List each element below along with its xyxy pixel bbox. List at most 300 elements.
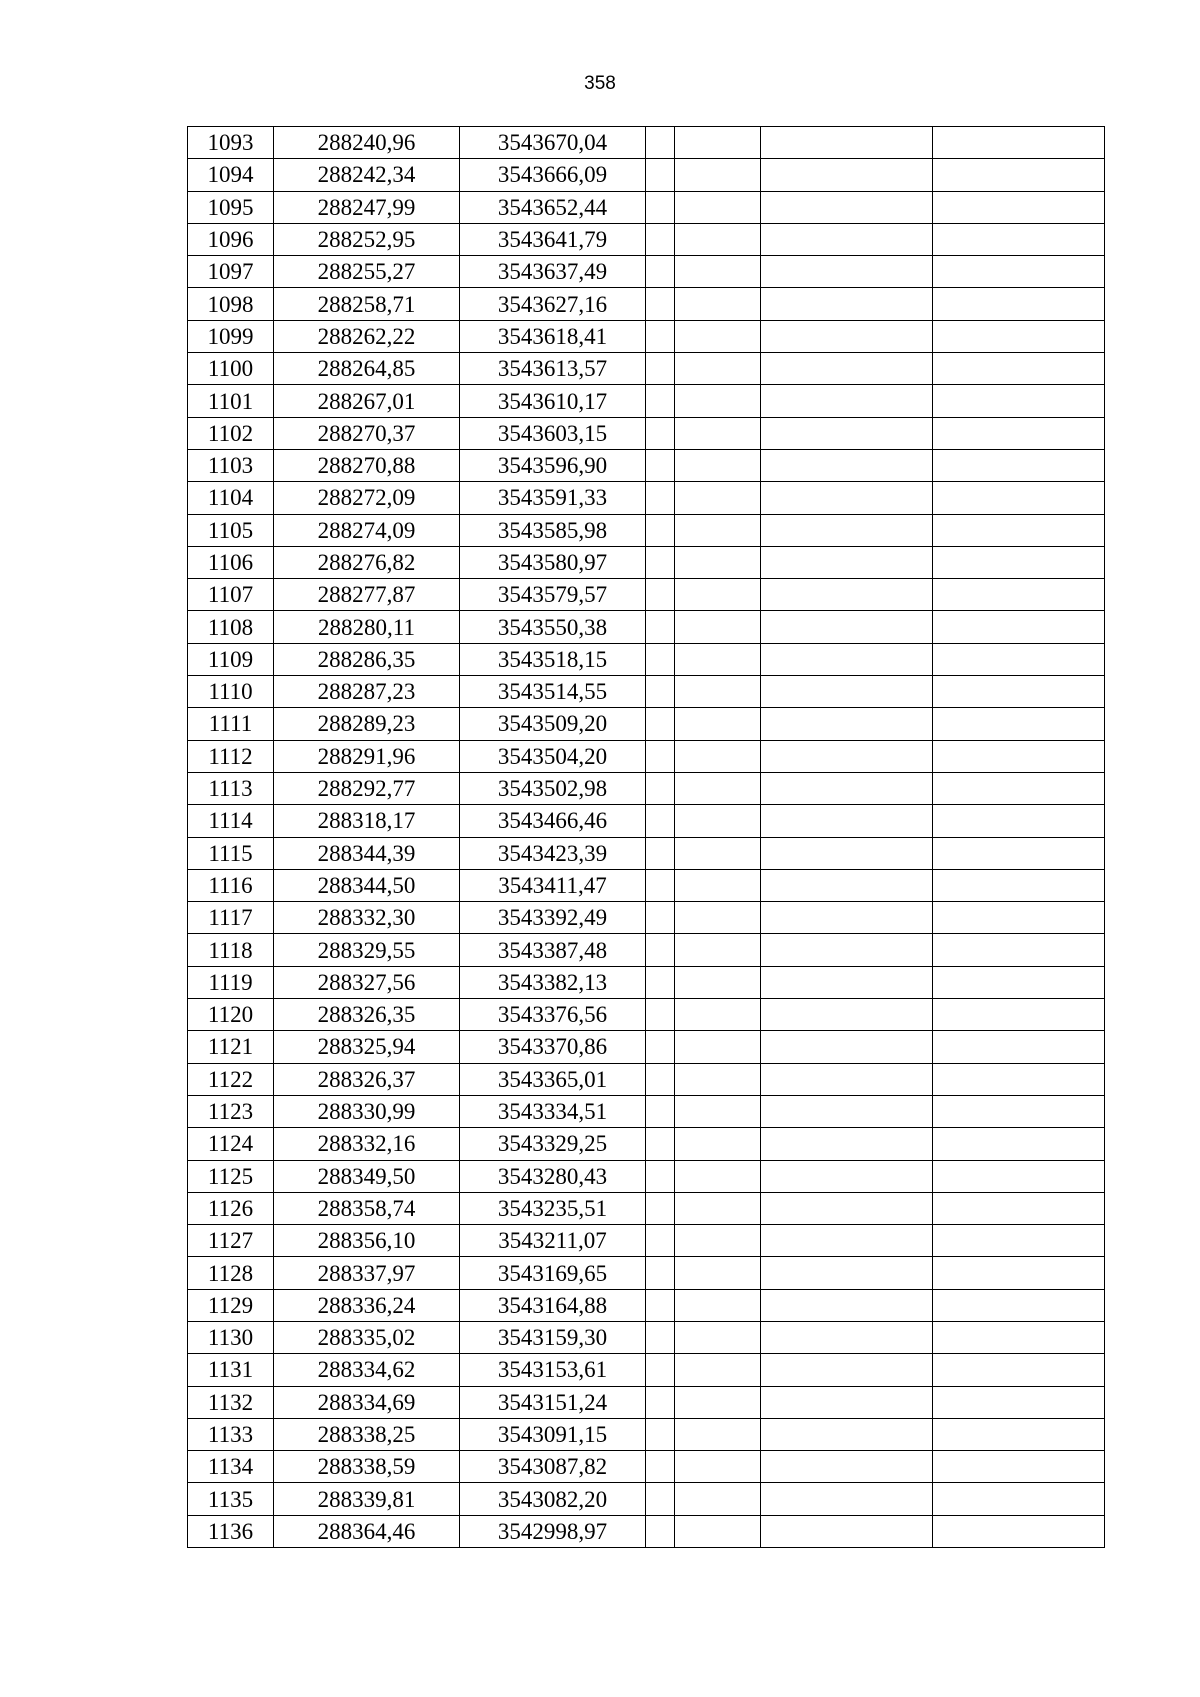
y-coordinate-cell: 3543091,15 bbox=[460, 1418, 646, 1450]
table-row bbox=[188, 1321, 1105, 1353]
empty-cell bbox=[761, 966, 933, 998]
empty-cell bbox=[646, 1128, 675, 1160]
empty-cell bbox=[675, 288, 761, 320]
empty-cell bbox=[675, 223, 761, 255]
y-coordinate-cell: 3543382,13 bbox=[460, 966, 646, 998]
empty-cell bbox=[646, 320, 675, 352]
empty-cell bbox=[933, 1321, 1105, 1353]
empty-cell bbox=[646, 966, 675, 998]
empty-cell bbox=[761, 353, 933, 385]
point-number-cell: 1114 bbox=[188, 805, 274, 837]
coordinates-table bbox=[187, 126, 1105, 1548]
table-row bbox=[188, 805, 1105, 837]
empty-cell bbox=[675, 805, 761, 837]
empty-cell bbox=[675, 1225, 761, 1257]
x-coordinate-cell: 288277,87 bbox=[274, 579, 460, 611]
point-number-cell: 1122 bbox=[188, 1063, 274, 1095]
table-row bbox=[188, 159, 1105, 191]
empty-cell bbox=[933, 1063, 1105, 1095]
table-row bbox=[188, 449, 1105, 481]
table-row bbox=[188, 579, 1105, 611]
empty-cell bbox=[646, 1418, 675, 1450]
table-row bbox=[188, 902, 1105, 934]
table-row bbox=[188, 1031, 1105, 1063]
point-number-cell: 1093 bbox=[188, 127, 274, 159]
table-row bbox=[188, 1063, 1105, 1095]
y-coordinate-cell: 3543509,20 bbox=[460, 708, 646, 740]
x-coordinate-cell: 288356,10 bbox=[274, 1225, 460, 1257]
empty-cell bbox=[761, 805, 933, 837]
table-row bbox=[188, 482, 1105, 514]
empty-cell bbox=[933, 1031, 1105, 1063]
empty-cell bbox=[933, 966, 1105, 998]
empty-cell bbox=[675, 579, 761, 611]
empty-cell bbox=[761, 1354, 933, 1386]
point-number-cell: 1113 bbox=[188, 772, 274, 804]
empty-cell bbox=[933, 385, 1105, 417]
empty-cell bbox=[761, 191, 933, 223]
x-coordinate-cell: 288255,27 bbox=[274, 256, 460, 288]
x-coordinate-cell: 288329,55 bbox=[274, 934, 460, 966]
empty-cell bbox=[646, 837, 675, 869]
empty-cell bbox=[675, 837, 761, 869]
table-row bbox=[188, 191, 1105, 223]
empty-cell bbox=[933, 1483, 1105, 1515]
empty-cell bbox=[933, 772, 1105, 804]
point-number-cell: 1130 bbox=[188, 1321, 274, 1353]
point-number-cell: 1119 bbox=[188, 966, 274, 998]
empty-cell bbox=[761, 999, 933, 1031]
empty-cell bbox=[675, 1095, 761, 1127]
empty-cell bbox=[646, 1515, 675, 1547]
table-row bbox=[188, 514, 1105, 546]
table-row bbox=[188, 740, 1105, 772]
table-row bbox=[188, 1160, 1105, 1192]
empty-cell bbox=[646, 385, 675, 417]
empty-cell bbox=[933, 1095, 1105, 1127]
x-coordinate-cell: 288242,34 bbox=[274, 159, 460, 191]
empty-cell bbox=[675, 740, 761, 772]
empty-cell bbox=[646, 1451, 675, 1483]
empty-cell bbox=[761, 1451, 933, 1483]
y-coordinate-cell: 3543151,24 bbox=[460, 1386, 646, 1418]
empty-cell bbox=[933, 256, 1105, 288]
empty-cell bbox=[761, 1063, 933, 1095]
table-row bbox=[188, 1225, 1105, 1257]
empty-cell bbox=[933, 676, 1105, 708]
y-coordinate-cell: 3543603,15 bbox=[460, 417, 646, 449]
empty-cell bbox=[646, 999, 675, 1031]
empty-cell bbox=[761, 1386, 933, 1418]
empty-cell bbox=[646, 708, 675, 740]
empty-cell bbox=[761, 482, 933, 514]
empty-cell bbox=[646, 417, 675, 449]
table-row bbox=[188, 1192, 1105, 1224]
point-number-cell: 1107 bbox=[188, 579, 274, 611]
point-number-cell: 1124 bbox=[188, 1128, 274, 1160]
x-coordinate-cell: 288280,11 bbox=[274, 611, 460, 643]
empty-cell bbox=[675, 159, 761, 191]
empty-cell bbox=[761, 579, 933, 611]
empty-cell bbox=[761, 1225, 933, 1257]
empty-cell bbox=[761, 1095, 933, 1127]
empty-cell bbox=[761, 740, 933, 772]
x-coordinate-cell: 288292,77 bbox=[274, 772, 460, 804]
point-number-cell: 1135 bbox=[188, 1483, 274, 1515]
table-row bbox=[188, 708, 1105, 740]
x-coordinate-cell: 288334,62 bbox=[274, 1354, 460, 1386]
empty-cell bbox=[646, 1095, 675, 1127]
empty-cell bbox=[933, 1257, 1105, 1289]
y-coordinate-cell: 3543504,20 bbox=[460, 740, 646, 772]
empty-cell bbox=[933, 740, 1105, 772]
point-number-cell: 1132 bbox=[188, 1386, 274, 1418]
table-row bbox=[188, 353, 1105, 385]
empty-cell bbox=[933, 353, 1105, 385]
x-coordinate-cell: 288337,97 bbox=[274, 1257, 460, 1289]
empty-cell bbox=[761, 1192, 933, 1224]
empty-cell bbox=[675, 1483, 761, 1515]
table-row bbox=[188, 934, 1105, 966]
empty-cell bbox=[646, 191, 675, 223]
coordinates-table-body bbox=[188, 127, 1105, 1548]
y-coordinate-cell: 3543411,47 bbox=[460, 869, 646, 901]
table-row bbox=[188, 1257, 1105, 1289]
empty-cell bbox=[933, 869, 1105, 901]
y-coordinate-cell: 3543387,48 bbox=[460, 934, 646, 966]
empty-cell bbox=[646, 902, 675, 934]
empty-cell bbox=[675, 1257, 761, 1289]
point-number-cell: 1116 bbox=[188, 869, 274, 901]
table-row bbox=[188, 127, 1105, 159]
empty-cell bbox=[933, 1418, 1105, 1450]
x-coordinate-cell: 288338,25 bbox=[274, 1418, 460, 1450]
x-coordinate-cell: 288274,09 bbox=[274, 514, 460, 546]
x-coordinate-cell: 288252,95 bbox=[274, 223, 460, 255]
empty-cell bbox=[646, 1354, 675, 1386]
empty-cell bbox=[675, 1160, 761, 1192]
empty-cell bbox=[761, 902, 933, 934]
empty-cell bbox=[646, 223, 675, 255]
x-coordinate-cell: 288264,85 bbox=[274, 353, 460, 385]
empty-cell bbox=[646, 1483, 675, 1515]
empty-cell bbox=[933, 482, 1105, 514]
table-row bbox=[188, 611, 1105, 643]
empty-cell bbox=[933, 1451, 1105, 1483]
y-coordinate-cell: 3543423,39 bbox=[460, 837, 646, 869]
empty-cell bbox=[675, 676, 761, 708]
table-row bbox=[188, 1418, 1105, 1450]
point-number-cell: 1102 bbox=[188, 417, 274, 449]
point-number-cell: 1131 bbox=[188, 1354, 274, 1386]
empty-cell bbox=[933, 449, 1105, 481]
x-coordinate-cell: 288349,50 bbox=[274, 1160, 460, 1192]
table-row bbox=[188, 1354, 1105, 1386]
point-number-cell: 1136 bbox=[188, 1515, 274, 1547]
y-coordinate-cell: 3543164,88 bbox=[460, 1289, 646, 1321]
y-coordinate-cell: 3542998,97 bbox=[460, 1515, 646, 1547]
x-coordinate-cell: 288287,23 bbox=[274, 676, 460, 708]
x-coordinate-cell: 288258,71 bbox=[274, 288, 460, 320]
empty-cell bbox=[646, 546, 675, 578]
empty-cell bbox=[675, 934, 761, 966]
table-row bbox=[188, 1515, 1105, 1547]
empty-cell bbox=[933, 159, 1105, 191]
point-number-cell: 1094 bbox=[188, 159, 274, 191]
empty-cell bbox=[675, 1418, 761, 1450]
y-coordinate-cell: 3543502,98 bbox=[460, 772, 646, 804]
empty-cell bbox=[933, 320, 1105, 352]
empty-cell bbox=[646, 449, 675, 481]
empty-cell bbox=[675, 966, 761, 998]
empty-cell bbox=[933, 223, 1105, 255]
empty-cell bbox=[675, 1451, 761, 1483]
x-coordinate-cell: 288318,17 bbox=[274, 805, 460, 837]
empty-cell bbox=[646, 482, 675, 514]
empty-cell bbox=[933, 288, 1105, 320]
point-number-cell: 1112 bbox=[188, 740, 274, 772]
y-coordinate-cell: 3543329,25 bbox=[460, 1128, 646, 1160]
x-coordinate-cell: 288247,99 bbox=[274, 191, 460, 223]
empty-cell bbox=[646, 256, 675, 288]
empty-cell bbox=[675, 1321, 761, 1353]
table-row bbox=[188, 837, 1105, 869]
empty-cell bbox=[933, 1354, 1105, 1386]
empty-cell bbox=[646, 643, 675, 675]
empty-cell bbox=[761, 611, 933, 643]
empty-cell bbox=[761, 643, 933, 675]
y-coordinate-cell: 3543376,56 bbox=[460, 999, 646, 1031]
point-number-cell: 1108 bbox=[188, 611, 274, 643]
point-number-cell: 1117 bbox=[188, 902, 274, 934]
empty-cell bbox=[646, 611, 675, 643]
empty-cell bbox=[675, 256, 761, 288]
empty-cell bbox=[761, 837, 933, 869]
empty-cell bbox=[933, 1386, 1105, 1418]
empty-cell bbox=[761, 223, 933, 255]
empty-cell bbox=[933, 999, 1105, 1031]
y-coordinate-cell: 3543082,20 bbox=[460, 1483, 646, 1515]
x-coordinate-cell: 288267,01 bbox=[274, 385, 460, 417]
y-coordinate-cell: 3543153,61 bbox=[460, 1354, 646, 1386]
y-coordinate-cell: 3543591,33 bbox=[460, 482, 646, 514]
empty-cell bbox=[646, 740, 675, 772]
empty-cell bbox=[933, 805, 1105, 837]
table-row bbox=[188, 643, 1105, 675]
point-number-cell: 1128 bbox=[188, 1257, 274, 1289]
empty-cell bbox=[675, 385, 761, 417]
y-coordinate-cell: 3543514,55 bbox=[460, 676, 646, 708]
point-number-cell: 1105 bbox=[188, 514, 274, 546]
point-number-cell: 1111 bbox=[188, 708, 274, 740]
empty-cell bbox=[761, 708, 933, 740]
empty-cell bbox=[646, 288, 675, 320]
empty-cell bbox=[675, 1192, 761, 1224]
x-coordinate-cell: 288289,23 bbox=[274, 708, 460, 740]
y-coordinate-cell: 3543466,46 bbox=[460, 805, 646, 837]
y-coordinate-cell: 3543392,49 bbox=[460, 902, 646, 934]
empty-cell bbox=[646, 1289, 675, 1321]
y-coordinate-cell: 3543641,79 bbox=[460, 223, 646, 255]
x-coordinate-cell: 288262,22 bbox=[274, 320, 460, 352]
empty-cell bbox=[761, 1289, 933, 1321]
y-coordinate-cell: 3543610,17 bbox=[460, 385, 646, 417]
empty-cell bbox=[761, 1321, 933, 1353]
empty-cell bbox=[675, 514, 761, 546]
y-coordinate-cell: 3543585,98 bbox=[460, 514, 646, 546]
y-coordinate-cell: 3543334,51 bbox=[460, 1095, 646, 1127]
y-coordinate-cell: 3543518,15 bbox=[460, 643, 646, 675]
x-coordinate-cell: 288276,82 bbox=[274, 546, 460, 578]
x-coordinate-cell: 288334,69 bbox=[274, 1386, 460, 1418]
point-number-cell: 1134 bbox=[188, 1451, 274, 1483]
table-row bbox=[188, 966, 1105, 998]
empty-cell bbox=[646, 127, 675, 159]
y-coordinate-cell: 3543579,57 bbox=[460, 579, 646, 611]
table-row bbox=[188, 1128, 1105, 1160]
table-row bbox=[188, 288, 1105, 320]
point-number-cell: 1126 bbox=[188, 1192, 274, 1224]
x-coordinate-cell: 288291,96 bbox=[274, 740, 460, 772]
y-coordinate-cell: 3543087,82 bbox=[460, 1451, 646, 1483]
x-coordinate-cell: 288338,59 bbox=[274, 1451, 460, 1483]
empty-cell bbox=[675, 546, 761, 578]
empty-cell bbox=[646, 1063, 675, 1095]
empty-cell bbox=[646, 1160, 675, 1192]
empty-cell bbox=[933, 1225, 1105, 1257]
point-number-cell: 1099 bbox=[188, 320, 274, 352]
empty-cell bbox=[761, 934, 933, 966]
x-coordinate-cell: 288358,74 bbox=[274, 1192, 460, 1224]
x-coordinate-cell: 288332,30 bbox=[274, 902, 460, 934]
empty-cell bbox=[646, 934, 675, 966]
point-number-cell: 1100 bbox=[188, 353, 274, 385]
empty-cell bbox=[646, 1321, 675, 1353]
y-coordinate-cell: 3543652,44 bbox=[460, 191, 646, 223]
y-coordinate-cell: 3543370,86 bbox=[460, 1031, 646, 1063]
y-coordinate-cell: 3543670,04 bbox=[460, 127, 646, 159]
empty-cell bbox=[675, 320, 761, 352]
empty-cell bbox=[933, 546, 1105, 578]
empty-cell bbox=[761, 127, 933, 159]
y-coordinate-cell: 3543169,65 bbox=[460, 1257, 646, 1289]
x-coordinate-cell: 288270,37 bbox=[274, 417, 460, 449]
point-number-cell: 1104 bbox=[188, 482, 274, 514]
point-number-cell: 1101 bbox=[188, 385, 274, 417]
table-row bbox=[188, 1451, 1105, 1483]
point-number-cell: 1118 bbox=[188, 934, 274, 966]
x-coordinate-cell: 288286,35 bbox=[274, 643, 460, 675]
point-number-cell: 1121 bbox=[188, 1031, 274, 1063]
empty-cell bbox=[675, 1386, 761, 1418]
empty-cell bbox=[675, 417, 761, 449]
point-number-cell: 1097 bbox=[188, 256, 274, 288]
empty-cell bbox=[646, 772, 675, 804]
empty-cell bbox=[761, 546, 933, 578]
empty-cell bbox=[646, 579, 675, 611]
table-row bbox=[188, 999, 1105, 1031]
table-row bbox=[188, 546, 1105, 578]
point-number-cell: 1095 bbox=[188, 191, 274, 223]
x-coordinate-cell: 288270,88 bbox=[274, 449, 460, 481]
empty-cell bbox=[761, 288, 933, 320]
point-number-cell: 1125 bbox=[188, 1160, 274, 1192]
point-number-cell: 1103 bbox=[188, 449, 274, 481]
x-coordinate-cell: 288326,37 bbox=[274, 1063, 460, 1095]
empty-cell bbox=[933, 1160, 1105, 1192]
empty-cell bbox=[675, 708, 761, 740]
empty-cell bbox=[646, 1031, 675, 1063]
table-row bbox=[188, 1386, 1105, 1418]
empty-cell bbox=[675, 1289, 761, 1321]
empty-cell bbox=[675, 1354, 761, 1386]
point-number-cell: 1133 bbox=[188, 1418, 274, 1450]
empty-cell bbox=[761, 514, 933, 546]
empty-cell bbox=[933, 611, 1105, 643]
empty-cell bbox=[675, 611, 761, 643]
empty-cell bbox=[933, 191, 1105, 223]
x-coordinate-cell: 288325,94 bbox=[274, 1031, 460, 1063]
empty-cell bbox=[675, 191, 761, 223]
empty-cell bbox=[675, 1063, 761, 1095]
empty-cell bbox=[761, 256, 933, 288]
empty-cell bbox=[761, 1483, 933, 1515]
table-row bbox=[188, 1289, 1105, 1321]
empty-cell bbox=[646, 1225, 675, 1257]
x-coordinate-cell: 288335,02 bbox=[274, 1321, 460, 1353]
table-row bbox=[188, 223, 1105, 255]
y-coordinate-cell: 3543596,90 bbox=[460, 449, 646, 481]
point-number-cell: 1120 bbox=[188, 999, 274, 1031]
y-coordinate-cell: 3543613,57 bbox=[460, 353, 646, 385]
empty-cell bbox=[933, 902, 1105, 934]
point-number-cell: 1096 bbox=[188, 223, 274, 255]
empty-cell bbox=[646, 514, 675, 546]
empty-cell bbox=[675, 482, 761, 514]
empty-cell bbox=[933, 1128, 1105, 1160]
x-coordinate-cell: 288336,24 bbox=[274, 1289, 460, 1321]
empty-cell bbox=[646, 676, 675, 708]
empty-cell bbox=[761, 869, 933, 901]
empty-cell bbox=[761, 159, 933, 191]
empty-cell bbox=[646, 353, 675, 385]
y-coordinate-cell: 3543618,41 bbox=[460, 320, 646, 352]
empty-cell bbox=[675, 772, 761, 804]
empty-cell bbox=[761, 772, 933, 804]
empty-cell bbox=[761, 417, 933, 449]
y-coordinate-cell: 3543637,49 bbox=[460, 256, 646, 288]
empty-cell bbox=[933, 934, 1105, 966]
y-coordinate-cell: 3543211,07 bbox=[460, 1225, 646, 1257]
empty-cell bbox=[761, 320, 933, 352]
x-coordinate-cell: 288326,35 bbox=[274, 999, 460, 1031]
empty-cell bbox=[761, 1160, 933, 1192]
x-coordinate-cell: 288339,81 bbox=[274, 1483, 460, 1515]
point-number-cell: 1098 bbox=[188, 288, 274, 320]
empty-cell bbox=[933, 127, 1105, 159]
empty-cell bbox=[675, 127, 761, 159]
x-coordinate-cell: 288330,99 bbox=[274, 1095, 460, 1127]
x-coordinate-cell: 288344,39 bbox=[274, 837, 460, 869]
y-coordinate-cell: 3543280,43 bbox=[460, 1160, 646, 1192]
empty-cell bbox=[933, 1289, 1105, 1321]
empty-cell bbox=[675, 353, 761, 385]
empty-cell bbox=[646, 869, 675, 901]
point-number-cell: 1110 bbox=[188, 676, 274, 708]
table-row bbox=[188, 1095, 1105, 1127]
x-coordinate-cell: 288364,46 bbox=[274, 1515, 460, 1547]
empty-cell bbox=[933, 417, 1105, 449]
